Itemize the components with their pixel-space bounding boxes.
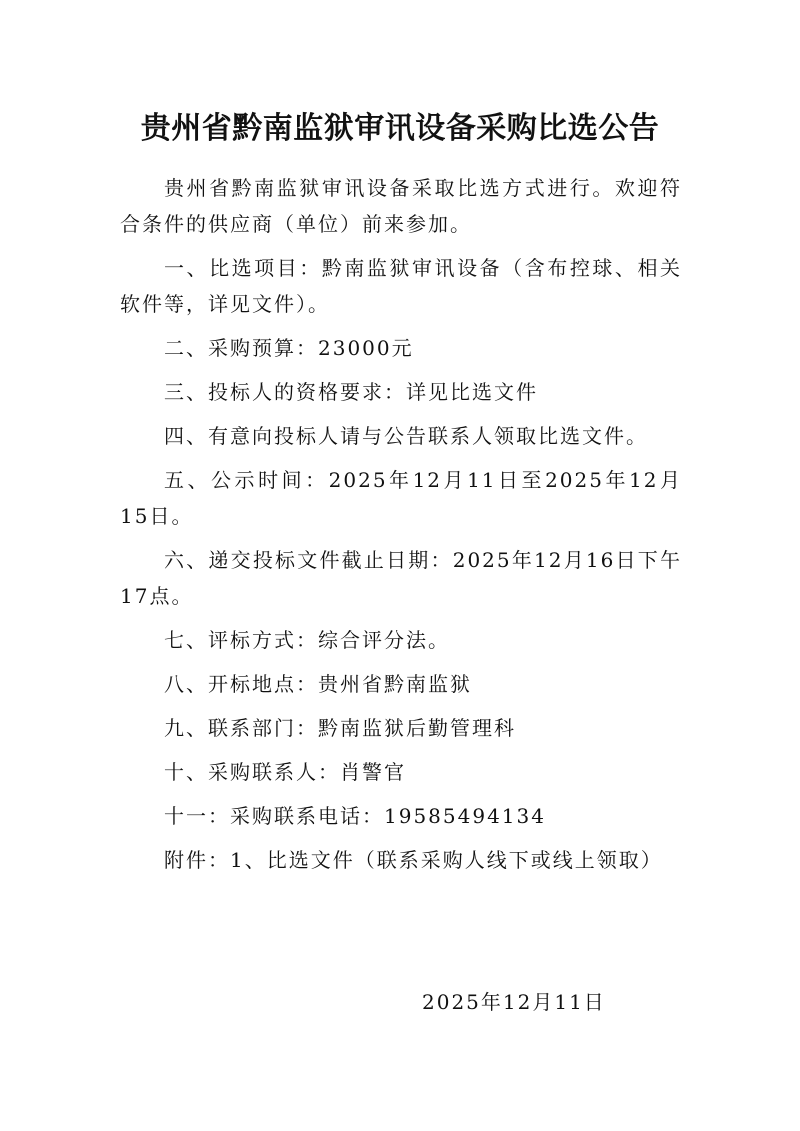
item-contact-department: 九、联系部门：黔南监狱后勤管理科 [164, 716, 516, 740]
item-qualification: 三、投标人的资格要求：详见比选文件 [164, 380, 538, 404]
item-contact-person: 十、采购联系人：肖警官 [164, 760, 406, 784]
item-publicity-period: 五、公示时间：2025年12月11日至2025年12月15日。 [120, 468, 682, 528]
item-submission-deadline: 六、递交投标文件截止日期：2025年12月16日下午17点。 [120, 548, 682, 608]
document-body [120, 170, 682, 878]
item-evaluation-method: 七、评标方式：综合评分法。 [164, 628, 450, 652]
signature-date: 2025年12月11日 [422, 990, 606, 1014]
document-title: 贵州省黔南监狱审讯设备采购比选公告 [140, 111, 660, 146]
intro-paragraph: 贵州省黔南监狱审讯设备采取比选方式进行。欢迎符合条件的供应商（单位）前来参加。 [120, 176, 682, 236]
item-attachment: 附件：1、比选文件（联系采购人线下或线上领取） [164, 848, 663, 872]
item-budget: 二、采购预算：23000元 [164, 336, 414, 360]
item-contact-phone: 十一：采购联系电话：19585494134 [164, 804, 546, 828]
item-opening-location: 八、开标地点：贵州省黔南监狱 [164, 672, 472, 696]
item-project: 一、比选项目：黔南监狱审讯设备（含布控球、相关软件等，详见文件）。 [120, 256, 682, 316]
item-obtain-documents: 四、有意向投标人请与公告联系人领取比选文件。 [164, 424, 648, 448]
